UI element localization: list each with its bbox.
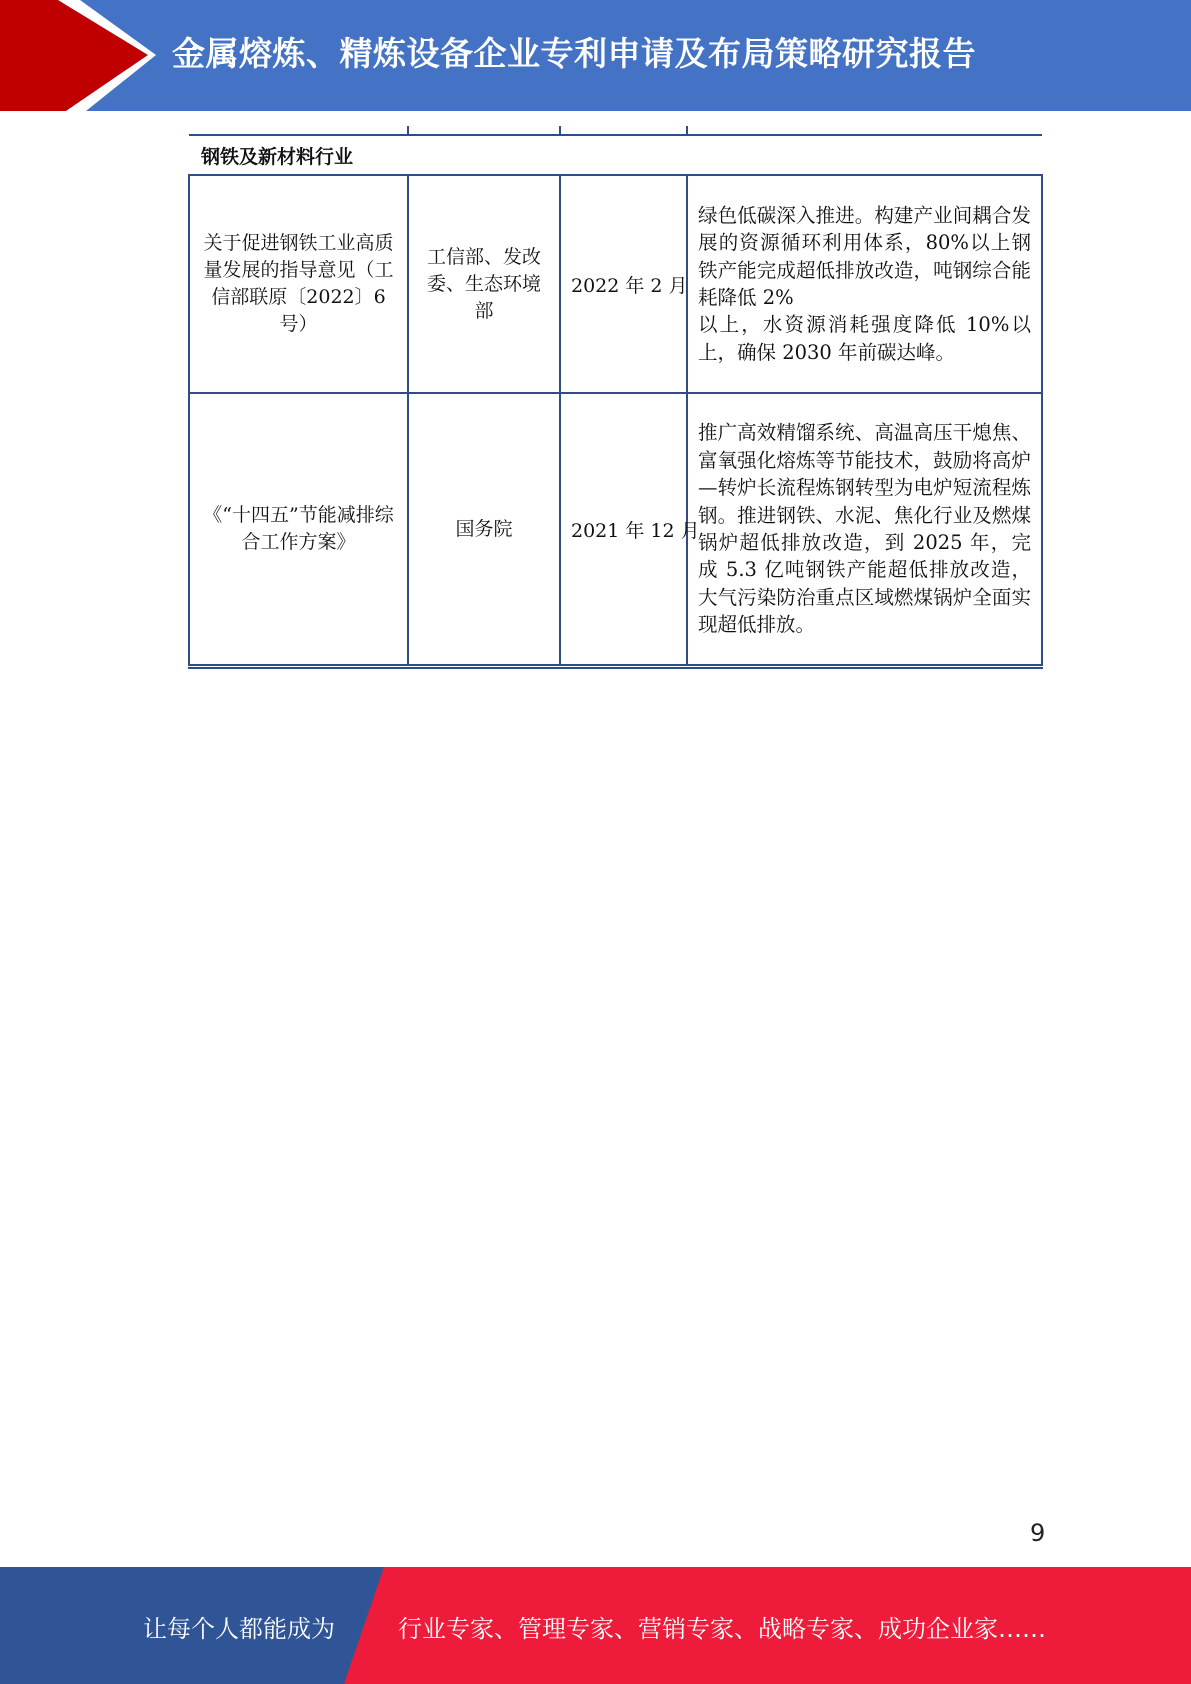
policy-table (188, 126, 1043, 669)
department-cell: 国务院 (408, 393, 560, 667)
footer-slogan-right: 行业专家、管理专家、营销专家、战略专家、成功企业家…… (398, 1615, 1046, 1643)
section-title: 钢铁及新材料行业 (189, 135, 1042, 175)
page-header (0, 0, 1191, 111)
footer-slogan-left: 让每个人都能成为 (143, 1615, 335, 1643)
policy-name-cell: 《“十四五”节能减排综合工作方案》 (189, 393, 408, 667)
description-cell (687, 175, 1042, 393)
description-line: 绿色低碳深入推进。构建产业间耦合发展的资源循环利用体系，80%以上钢铁产能完成超低排放改造，吨钢综合能耗降低 2% (698, 203, 1031, 309)
table-row (189, 175, 1042, 393)
date-cell: 2022 年 2 月 (560, 175, 687, 393)
description-line: 推广高效精馏系统、高温高压干熄焦、富氧强化熔炼等节能技术，鼓励将高炉—转炉长流程炼钢转型为电炉短流程炼钢。推进钢铁、水泥、焦化行业及燃煤锅炉超低排放改造，到 2025 年，完成 5.3 亿吨钢铁产能超低排放改造，大气污染防治重点区域燃煤锅炉全面实现超低排放。 (698, 421, 1031, 637)
section-header-row (189, 135, 1042, 175)
description-cell (687, 393, 1042, 667)
description-line: 以上，水资源消耗强度降低 10%以上，确保 2030 年前碳达峰。 (698, 313, 1031, 364)
report-title: 金属熔炼、精炼设备企业专利申请及布局策略研究报告 (172, 34, 976, 73)
policy-name-cell: 关于促进钢铁工业高质量发展的指导意见（工信部联原〔2022〕6号） (189, 175, 408, 393)
table-row (189, 393, 1042, 667)
page-number: 9 (1030, 1519, 1046, 1547)
date-cell: 2021 年 12 月 (560, 393, 687, 667)
table-continuation-stub (189, 126, 1042, 135)
department-cell: 工信部、发改委、生态环境部 (408, 175, 560, 393)
page-footer (0, 1567, 1191, 1684)
